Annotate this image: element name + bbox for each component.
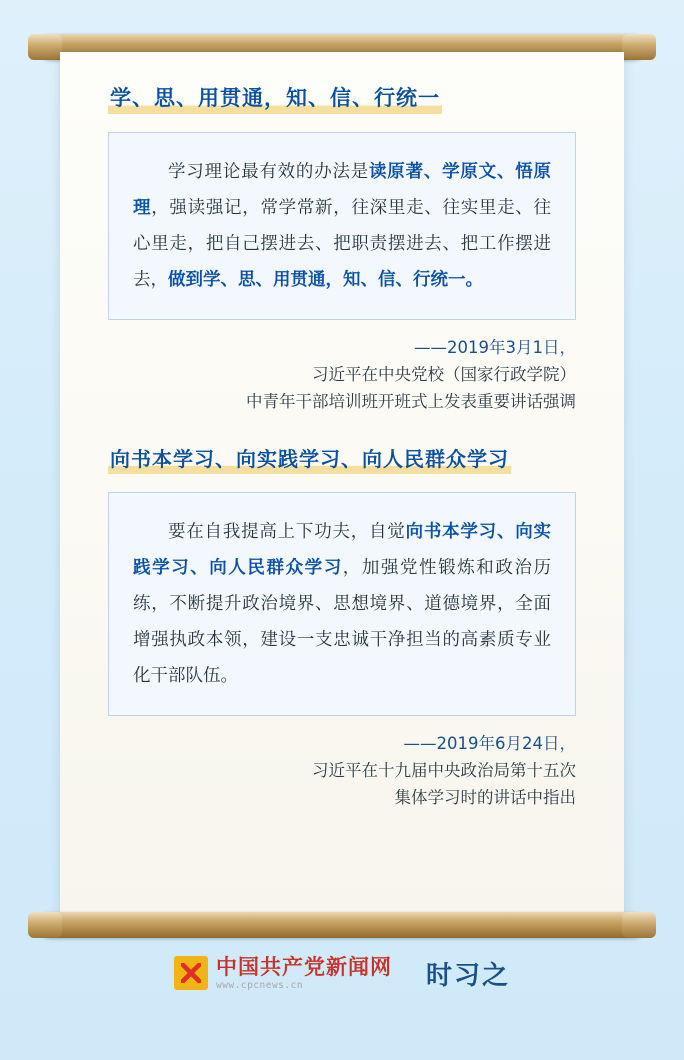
section-1-quote-box	[108, 132, 576, 320]
scroll-rod-cap-top-right	[622, 34, 656, 60]
brand-logo	[174, 956, 392, 990]
section-2-heading: 向书本学习、向实践学习、向人民群众学习	[108, 443, 511, 474]
quote-run: ，加强党性锻炼和政治历练，不断提升政治境界、思想境界、道德境界，全面增强执政本领，建设一支忠诚干净担当的高素质专业化干部队伍。	[133, 558, 552, 686]
attribution-source-2: 集体学习时的讲话中指出	[394, 787, 576, 807]
attribution-source-2: 中青年干部培训班开班式上发表重要讲话强调	[246, 391, 576, 411]
attribution-source-1: 习近平在十九届中央政治局第十五次	[312, 760, 576, 780]
quote-run-highlight: 向书本学习、向实践学习、向人民群众学习	[133, 522, 552, 579]
section-2	[108, 443, 576, 811]
attribution-source-1: 习近平在中央党校（国家行政学院）	[312, 364, 576, 384]
quote-run-highlight: 读原著、学原文、悟原理	[133, 162, 552, 218]
sub-brand-label: 时习之	[425, 961, 510, 991]
quote-run-highlight: 做到学、思、用贯通，知、信、行统一。	[168, 269, 483, 290]
attribution-date: ——2019年6月24日，	[403, 733, 576, 753]
footer	[0, 955, 684, 992]
section-1-heading: 学、思、用贯通，知、信、行统一	[108, 82, 442, 114]
quote-run: 要在自我提高上下功夫，自觉	[168, 522, 406, 543]
quote-run: ，强读强记，常学常新，往深里走、往实里走、往心里走，把自己摆进去、把职责摆进去、把工作摆进去，	[133, 197, 552, 290]
scroll-rod-bottom	[38, 912, 646, 938]
attribution-date: ——2019年3月1日，	[414, 337, 576, 357]
section-1	[108, 82, 576, 415]
quote-run: 学习理论最有效的办法是	[168, 162, 370, 182]
party-emblem-icon	[174, 956, 208, 990]
paper-sheet	[60, 52, 624, 926]
section-2-quote-box	[108, 492, 576, 715]
section-1-quote-text	[133, 155, 551, 299]
scroll-rod-cap-bottom-right	[622, 912, 656, 938]
section-1-attribution	[108, 334, 576, 416]
brand-url: www.cpcnews.cn	[215, 979, 304, 991]
scroll-rod-cap-top-left	[28, 34, 62, 60]
section-divider-space	[108, 421, 576, 443]
section-2-attribution	[108, 730, 576, 812]
section-2-quote-text	[133, 515, 551, 694]
brand-name: 中国共产党新闻网	[215, 954, 392, 980]
scroll-rod-cap-bottom-left	[28, 912, 62, 938]
